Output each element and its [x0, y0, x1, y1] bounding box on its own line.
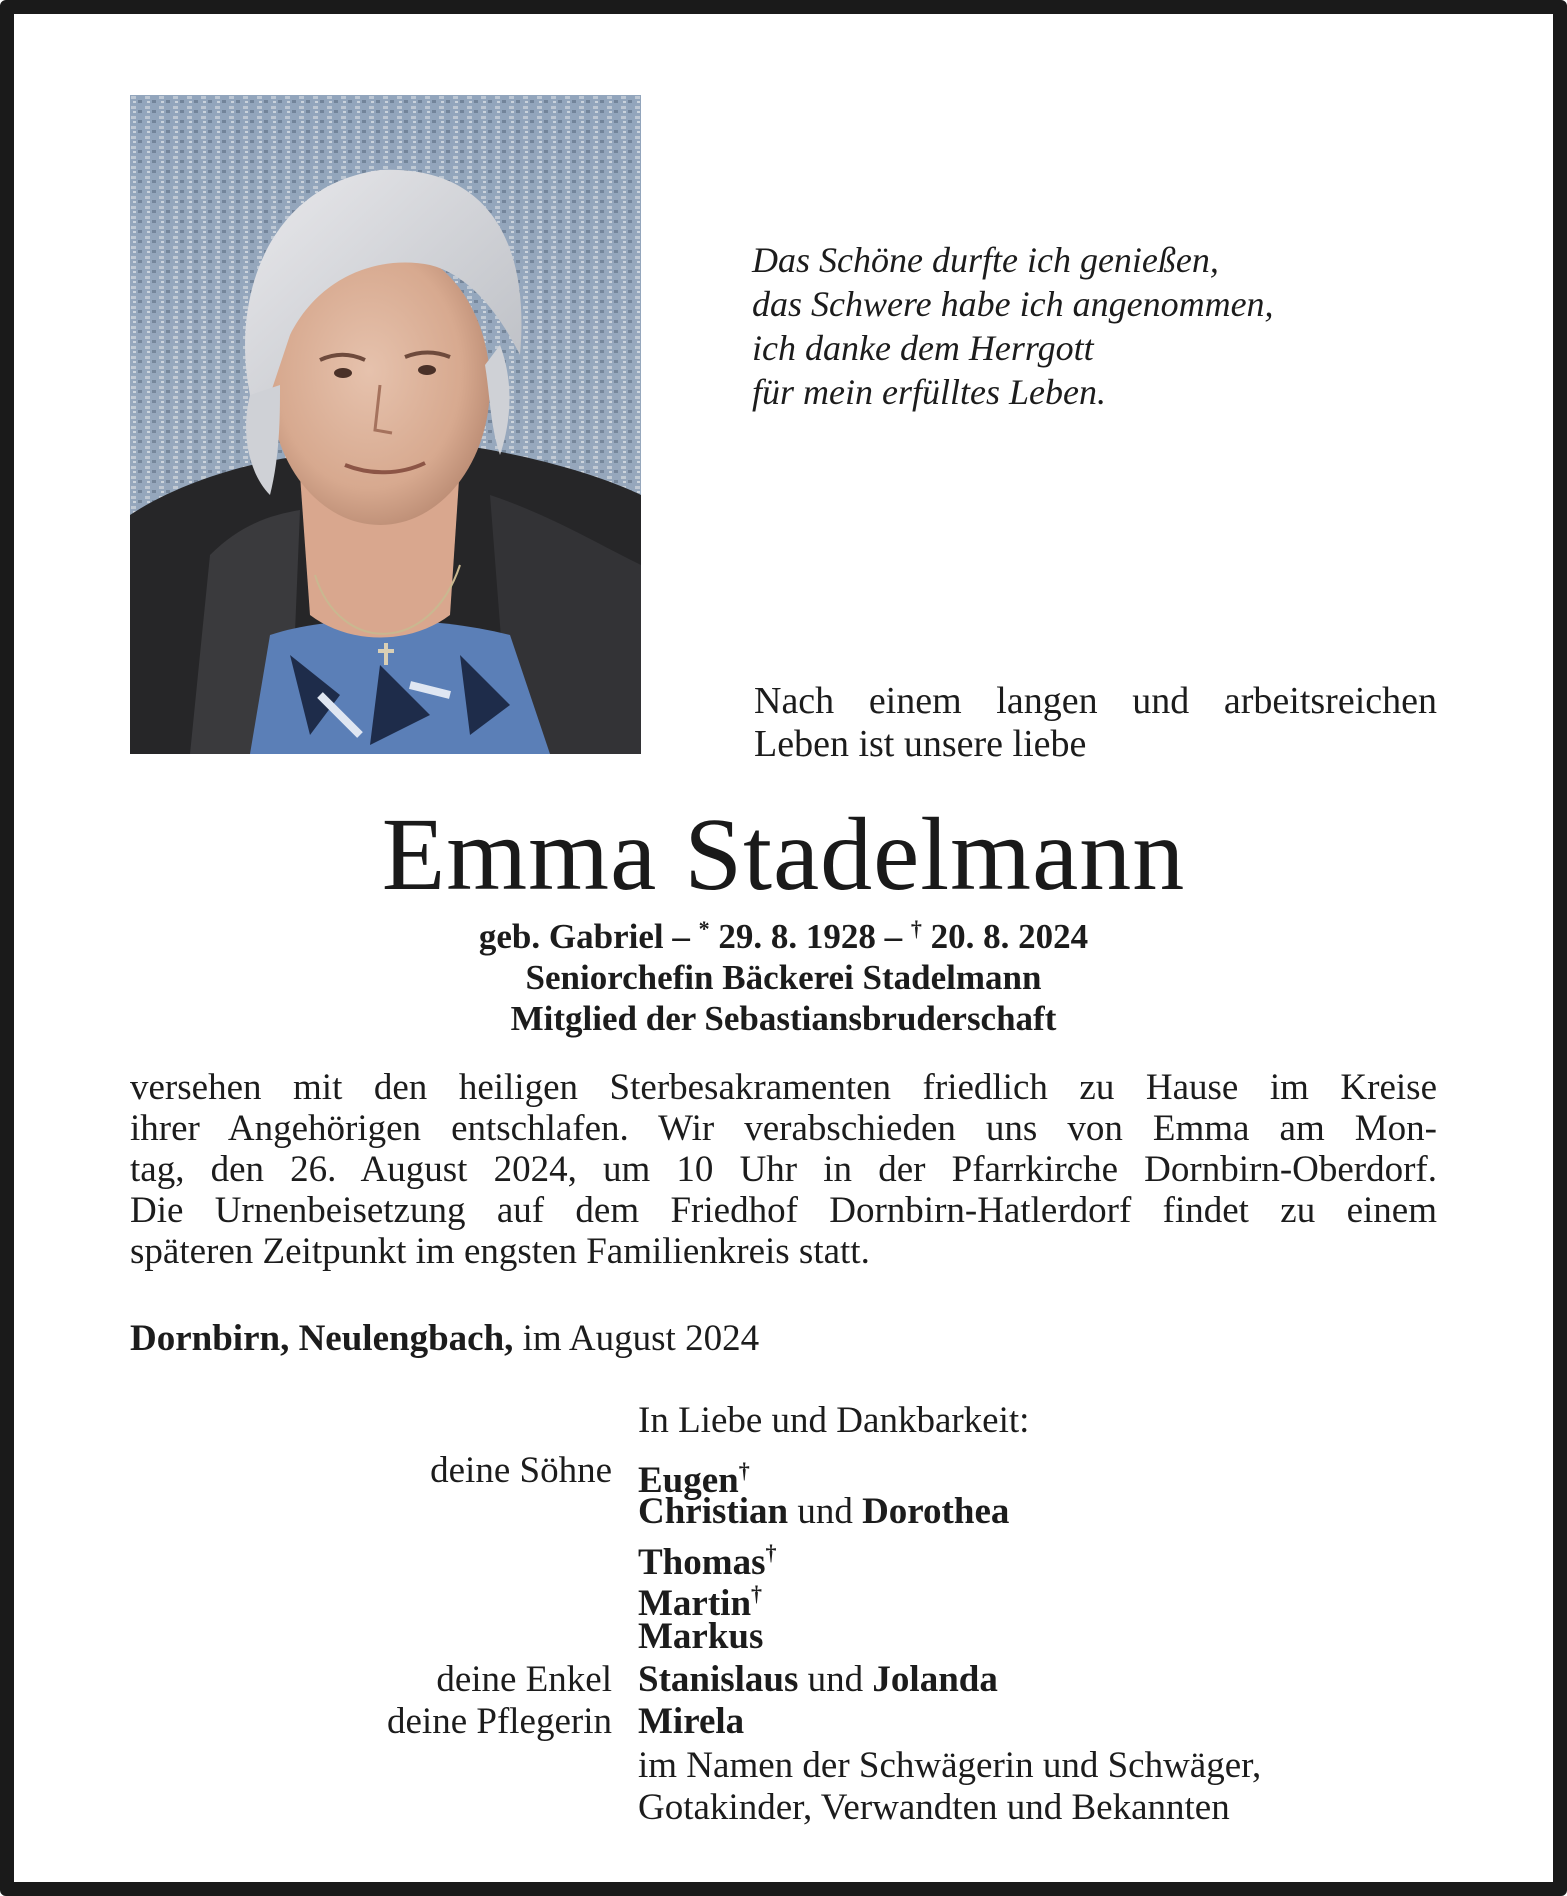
body-line: versehen mit den heiligen Sterbesakramenten friedlich zu Hause im Kreise [130, 1067, 1437, 1108]
sons-label: deine Söhne [430, 1450, 612, 1491]
birth-star-icon: * [698, 916, 710, 941]
son-name: Markus [638, 1616, 764, 1657]
closing-line: Gotakinder, Verwandten und Bekannten [638, 1787, 1230, 1828]
poem-line: Das Schöne durfte ich genießen, [752, 240, 1219, 280]
death-cross-icon: † [910, 916, 922, 941]
intro-line: Leben ist unsere liebe [754, 723, 1087, 765]
poem-line: ich danke dem Herrgott [752, 328, 1094, 368]
deceased-name: Emma Stadelmann [381, 797, 1186, 912]
death-date: 20. 8. 2024 [930, 917, 1089, 956]
place-date [130, 1318, 759, 1360]
deceased-cross-icon: † [738, 1458, 750, 1483]
membership-line: Mitglied der Sebastiansbruderschaft [510, 999, 1057, 1038]
caregiver-label: deine Pflegerin [387, 1701, 612, 1742]
grandchild-name: Stanislaus [638, 1659, 799, 1700]
body-line: Die Urnenbeisetzung auf dem Friedhof Dornbirn-Hatlerdorf findet zu einem [130, 1190, 1437, 1231]
poem-line: für mein erfülltes Leben. [752, 372, 1106, 412]
deceased-details [0, 908, 1567, 1039]
daughter-in-law-name: Dorothea [862, 1491, 1010, 1532]
closing-line: im Namen der Schwägerin und Schwäger, [638, 1745, 1262, 1786]
body-line: ihrer Angehörigen entschlafen. Wir verabschieden uns von Emma am Mon- [130, 1108, 1437, 1149]
portrait-photo [130, 95, 641, 754]
closing-text [638, 1745, 1261, 1829]
caregiver-name: Mirela [638, 1701, 745, 1742]
deceased-cross-icon: † [751, 1581, 763, 1606]
intro-text [754, 680, 1437, 766]
place-month: im August 2024 [522, 1318, 760, 1359]
life-dates [0, 908, 1567, 957]
intro-line: Nach einem langen und arbeitsreichen [754, 680, 1437, 722]
thanks-line: In Liebe und Dankbarkeit: [638, 1400, 1030, 1441]
body-line: tag, den 26. August 2024, um 10 Uhr in der Pfarrkirche Dornbirn-Oberdorf. [130, 1149, 1437, 1190]
family-member [638, 1659, 998, 1701]
son-name: Eugen [638, 1460, 739, 1501]
family-member [638, 1491, 1009, 1533]
birth-name: geb. Gabriel – [478, 917, 690, 956]
announcement-text [130, 1067, 1437, 1272]
grandchildren-label: deine Enkel [436, 1659, 612, 1700]
birth-date: 29. 8. 1928 – [718, 917, 903, 956]
son-name: Christian [638, 1491, 789, 1532]
son-name: Thomas [638, 1542, 766, 1583]
poem-line: das Schwere habe ich angenommen, [752, 284, 1274, 324]
role-line: Seniorchefin Bäckerei Stadelmann [525, 958, 1042, 997]
family-member [638, 1616, 763, 1658]
body-line: späteren Zeitpunkt im engsten Familienkreis statt. [130, 1231, 870, 1272]
family-member [638, 1701, 744, 1743]
deceased-cross-icon: † [765, 1540, 777, 1565]
son-name: Martin [638, 1583, 752, 1624]
grandchild-partner-name: Jolanda [872, 1659, 998, 1700]
poem [752, 238, 1432, 414]
place-towns: Dornbirn, Neulengbach, [130, 1318, 514, 1359]
conjunction: und [807, 1659, 864, 1700]
conjunction: und [797, 1491, 853, 1532]
